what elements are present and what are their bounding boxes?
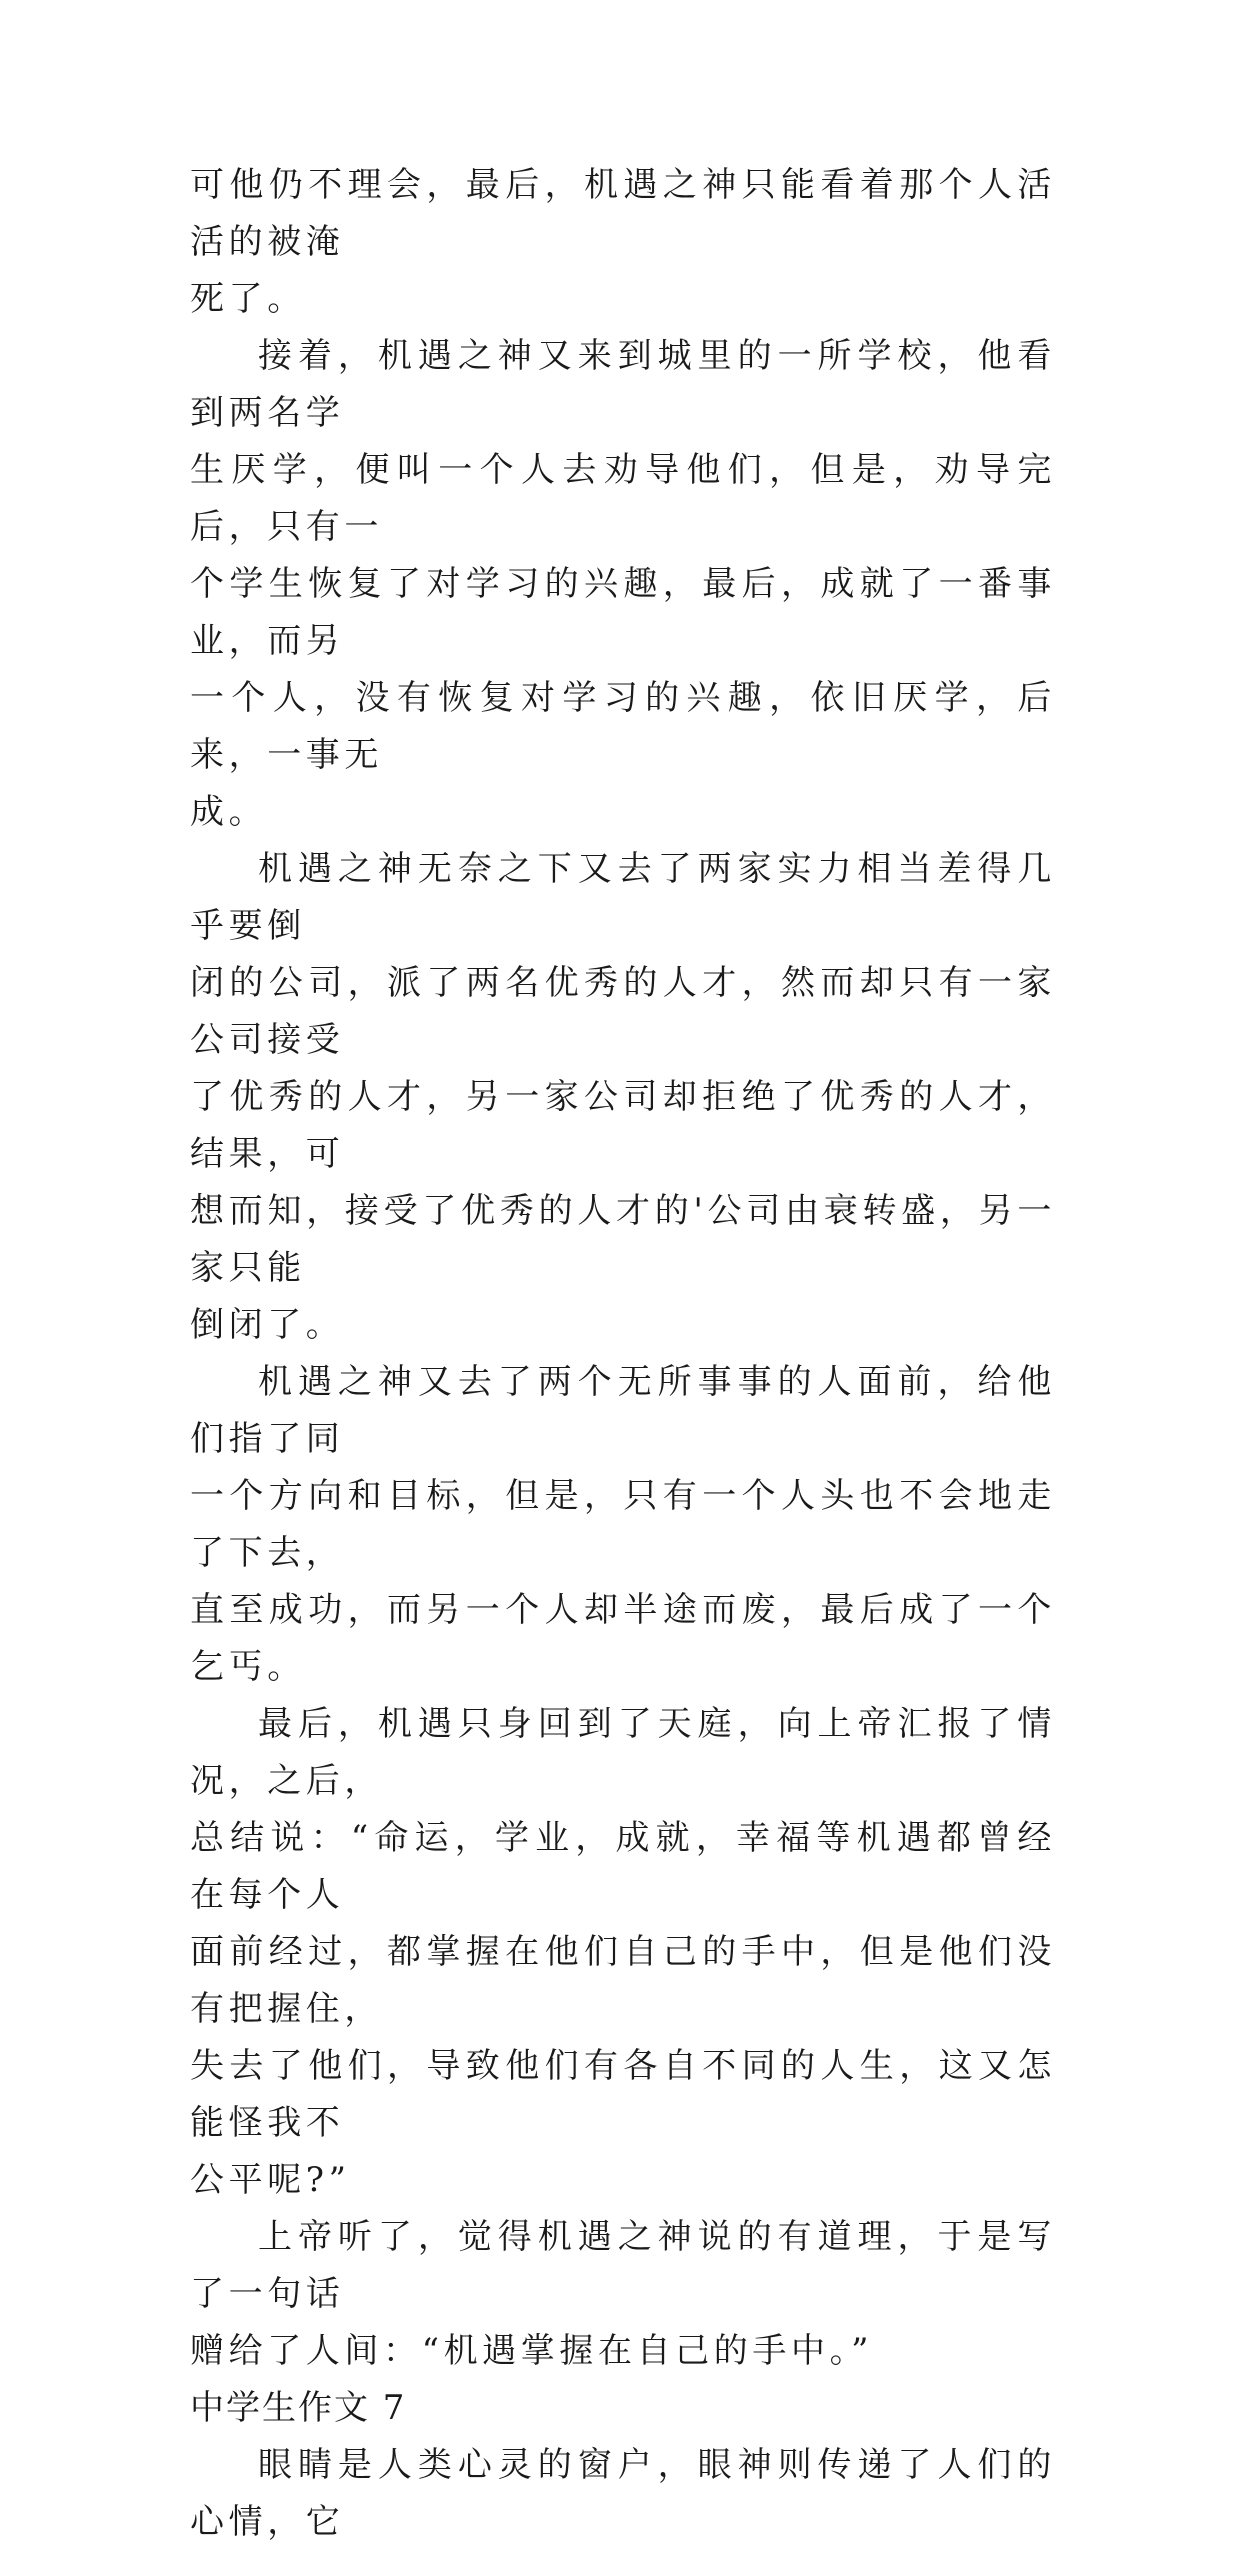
paragraph-7 — [190, 2437, 1056, 2551]
text-line: 一个方向和目标，但是，只有一个人头也不会地走了下去， — [190, 1476, 1056, 1573]
text-line: 倒闭了。 — [190, 1305, 345, 1345]
text-line: 了优秀的人才，另一家公司却拒绝了优秀的人才，结果，可 — [190, 1077, 1056, 1174]
text-line: 一个人，没有恢复对学习的兴趣，依旧厌学，后来，一事无 — [190, 678, 1056, 775]
text-line: 总结说：“命运，学业，成就，幸福等机遇都曾经在每个人 — [190, 1818, 1056, 1915]
paragraph-1 — [190, 157, 1056, 328]
text-line: 可他仍不理会，最后，机遇之神只能看着那个人活活的被淹 — [190, 165, 1056, 262]
text-line: 机遇之神无奈之下又去了两家实力相当差得几乎要倒 — [190, 849, 1056, 946]
text-line: 赠给了人间：“机遇掌握在自己的手中。” — [190, 2331, 874, 2371]
paragraph-4 — [190, 1354, 1056, 1696]
text-line: 公平呢?” — [190, 2160, 351, 2200]
paragraph-5 — [190, 1696, 1056, 2209]
text-line: 生厌学，便叫一个人去劝导他们，但是，劝导完后，只有一 — [190, 450, 1056, 547]
text-line: 失去了他们，导致他们有各自不同的人生，这又怎能怪我不 — [190, 2046, 1056, 2143]
text-line: 直至成功，而另一个人却半途而废，最后成了一个乞丐。 — [190, 1590, 1056, 1687]
paragraph-3 — [190, 841, 1056, 1354]
paragraph-2 — [190, 328, 1056, 841]
text-line: 死了。 — [190, 279, 306, 319]
text-line: 上帝听了，觉得机遇之神说的有道理，于是写了一句话 — [190, 2217, 1056, 2314]
paragraph-6 — [190, 2209, 1056, 2380]
text-line: 想而知，接受了优秀的人才的'公司由衰转盛，另一家只能 — [190, 1191, 1056, 1288]
section-heading: 中学生作文 7 — [190, 2388, 407, 2428]
text-line: 机遇之神又去了两个无所事事的人面前，给他们指了同 — [190, 1362, 1056, 1459]
text-line: 最后，机遇只身回到了天庭，向上帝汇报了情况，之后， — [190, 1704, 1056, 1801]
text-line: 面前经过，都掌握在他们自己的手中，但是他们没有把握住， — [190, 1932, 1056, 2029]
text-line: 闭的公司，派了两名优秀的人才，然而却只有一家公司接受 — [190, 963, 1056, 1060]
text-line: 个学生恢复了对学习的兴趣，最后，成就了一番事业，而另 — [190, 564, 1056, 661]
text-line: 成。 — [190, 792, 268, 832]
text-line: 眼睛是人类心灵的窗户，眼神则传递了人们的心情，它 — [190, 2445, 1056, 2542]
text-line: 接着，机遇之神又来到城里的一所学校，他看到两名学 — [190, 336, 1056, 433]
document-page — [190, 157, 1056, 2551]
